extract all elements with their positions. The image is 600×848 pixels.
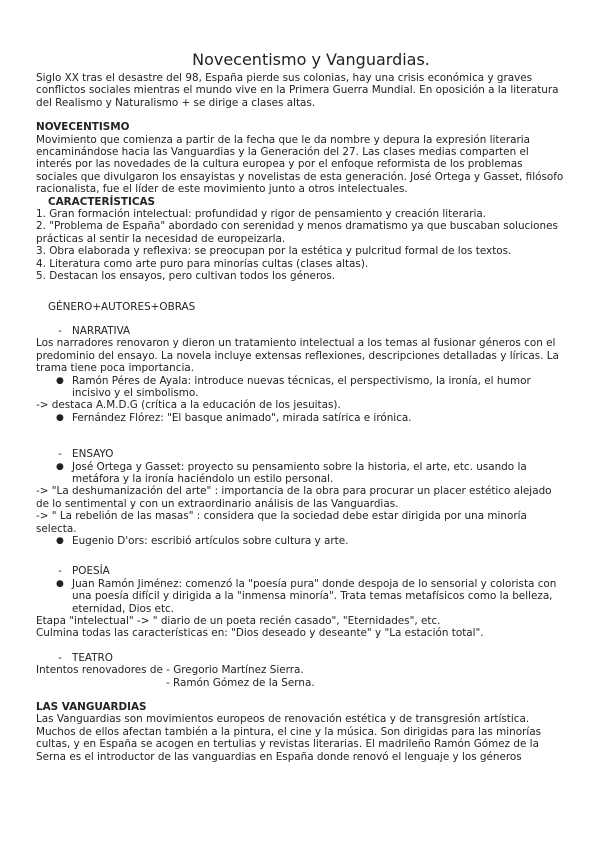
bullet-icon: ●: [56, 412, 64, 423]
list-item: ● José Ortega y Gasset: proyecto su pensamiento sobre la historia, el arte, etc. usando la metáfora y la ironía haciéndolo un estilo personal.: [56, 460, 527, 485]
list-item: ● Juan Ramón Jiménez: comenzó la "poesía pura" donde despoja de lo sensorial y colorista con una poesía difícil y dirigida a la "inmensa minoría". Trata temas metafísicos como la belleza, eternidad, Dios etc.: [56, 577, 557, 615]
narrativa-label: - NARRATIVA: [58, 324, 131, 337]
vanguardias-paragraph: Las Vanguardias son movimientos europeos de renovación estética y de transgresión artística. Muchos de ellos afectan también a la pintura, el cine y la música. Son dirigidas para las minorías cultas, y en España se acogen en tertulias y revistas literarias. El madrileño Ramón Gómez de la Serna es el introductor de las vanguardias en España donde renovó el lenguaje y los géneros: [36, 713, 542, 763]
narrativa-paragraph: Los narradores renovaron y dieron un tratamiento intelectual a los temas al fusionar géneros con el predominio del ensayo. La novela incluye extensas reflexiones, descripciones detalladas y líricas. La trama tiene poca importancia.: [36, 337, 559, 375]
page-title: Novecentismo y Vanguardias.: [192, 50, 430, 69]
dash-glyph: -: [58, 448, 62, 461]
novecentismo-paragraph: Movimiento que comienza a partir de la fecha que le da nombre y depura la expresión literaria encaminándose hacia las Vanguardias y la Generación del 27. Las clases medias comparten el interés por las novedades de la cultura europea y por el enfoque reformista de los problemas sociales que divulgaron los ensayistas y novelistas de esta generación. José Ortega y Gasset, filósofo racionalista, fue el líder de este movimiento junto a otros intelectuales.: [36, 133, 564, 196]
dash-glyph: -: [58, 651, 62, 664]
bullet-icon: ●: [56, 461, 64, 472]
document-page: [36, 50, 566, 763]
poesia-line: Culmina todas las características en: "Dios deseado y deseante" y "La estación total".: [36, 627, 484, 640]
teatro-line: Intentos renovadores de - Gregorio Martínez Sierra.: [36, 664, 304, 677]
teatro-label: - TEATRO: [58, 651, 113, 664]
list-item: ● Fernández Flórez: "El basque animado", mirada satírica e irónica.: [56, 411, 412, 424]
characteristic-item: 1. Gran formación intelectual: profundidad y rigor de pensamiento y creación literaria.: [36, 208, 487, 221]
ensayo-note: -> "La deshumanización del arte" : importancia de la obra para procurar un placer estético alejado de lo sentimental y con un extraordinario análisis de las Vanguardias.: [36, 485, 552, 510]
characteristic-item: 4. Literatura como arte puro para minorías cultas (clases altas).: [36, 257, 369, 270]
genres-heading: GÉNERO+AUTORES+OBRAS: [48, 300, 196, 313]
characteristic-item: 2. "Problema de España" abordado con serenidad y menos dramatismo ya que buscaban soluciones prácticas al sentir la necesidad de europeizarla.: [36, 220, 558, 245]
novecentismo-heading: NOVECENTISMO: [36, 121, 130, 134]
poesia-line: Etapa "intelectual" -> " diario de un poeta recién casado", "Eternidades", etc.: [36, 615, 441, 628]
ensayo-note: -> " La rebelión de las masas" : considera que la sociedad debe estar dirigida por una minoría selecta.: [36, 510, 527, 535]
teatro-line: - Ramón Gómez de la Serna.: [166, 676, 315, 689]
vanguardias-heading: LAS VANGUARDIAS: [36, 701, 147, 714]
characteristic-item: 3. Obra elaborada y reflexiva: se preocupan por la estética y pulcritud formal de los textos.: [36, 245, 512, 258]
bullet-icon: ●: [56, 578, 64, 589]
list-item: ● Eugenio D'ors: escribió artículos sobre cultura y arte.: [56, 535, 349, 547]
narrativa-note: -> destaca A.M.D.G (crítica a la educación de los jesuitas).: [36, 399, 341, 412]
characteristic-item: 5. Destacan los ensayos, pero cultivan todos los géneros.: [36, 270, 336, 283]
ensayo-label: - ENSAYO: [58, 448, 114, 461]
characteristics-heading: CARACTERÍSTICAS: [48, 195, 155, 208]
poesia-label: - POESÍA: [58, 565, 110, 578]
intro-paragraph: Siglo XX tras el desastre del 98, España pierde sus colonias, hay una crisis económica y graves conflictos sociales mientras el mundo vive en la Primera Guerra Mundial. En oposición a la literatura del Realismo y Naturalismo + se dirige a clases altas.: [36, 72, 559, 109]
bullet-icon: ●: [56, 375, 64, 386]
list-item: ● Ramón Péres de Ayala: introduce nuevas técnicas, el perspectivismo, la ironía, el humor incisivo y el simbolismo.: [56, 374, 531, 399]
dash-glyph: -: [58, 565, 62, 578]
bullet-icon: ●: [56, 536, 64, 546]
dash-glyph: -: [58, 324, 62, 337]
